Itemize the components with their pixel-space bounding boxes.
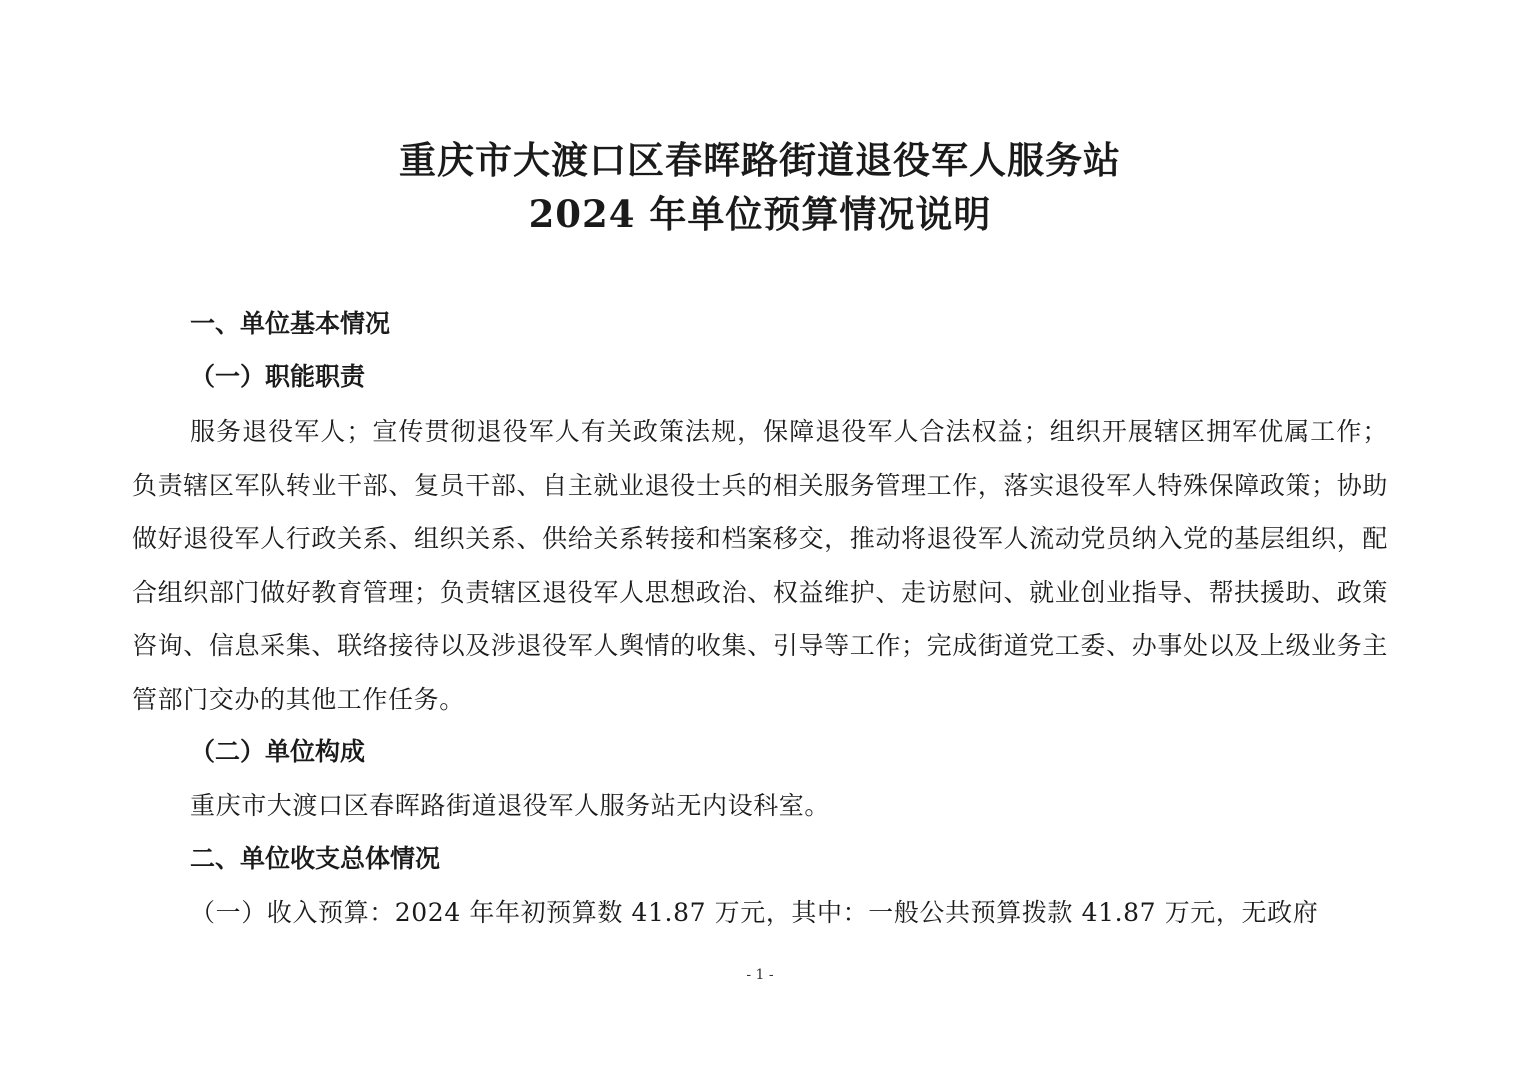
- subsection-heading-duties: （一）职能职责: [190, 362, 366, 391]
- composition-paragraph: 重庆市大渡口区春晖路街道退役军人服务站无内设科室。: [190, 791, 831, 820]
- document-title-line-1: 重庆市大渡口区春晖路街道退役军人服务站: [399, 138, 1121, 182]
- page-number: - 1 -: [746, 967, 774, 983]
- subsection-heading-composition: （二）单位构成: [190, 737, 366, 766]
- document-title-line-2: 2024 年单位预算情况说明: [528, 192, 992, 236]
- section-heading-income-expenditure: 二、单位收支总体情况: [190, 844, 441, 873]
- income-budget-line: （一）收入预算：2024 年年初预算数 41.87 万元，其中：一般公共预算拨款 41.87 万元，无政府: [190, 898, 1319, 927]
- section-heading-basic-info: 一、单位基本情况: [190, 309, 391, 338]
- duties-paragraph: 服务退役军人；宣传贯彻退役军人有关政策法规，保障退役军人合法权益；组织开展辖区拥军优属工作；负责辖区军队转业干部、复员干部、自主就业退役士兵的相关服务管理工作，落实退役军人特殊保障政策；协助做好退役军人行政关系、组织关系、供给关系转接和档案移交，推动将退役军人流动党员纳入党的基层组织，配合组织部门做好教育管理；负责辖区退役军人思想政治、权益维护、走访慰问、就业创业指导、帮扶援助、政策咨询、信息采集、联络接待以及涉退役军人舆情的收集、引导等工作；完成街道党工委、办事处以及上级业务主管部门交办的其他工作任务。: [132, 417, 1388, 714]
